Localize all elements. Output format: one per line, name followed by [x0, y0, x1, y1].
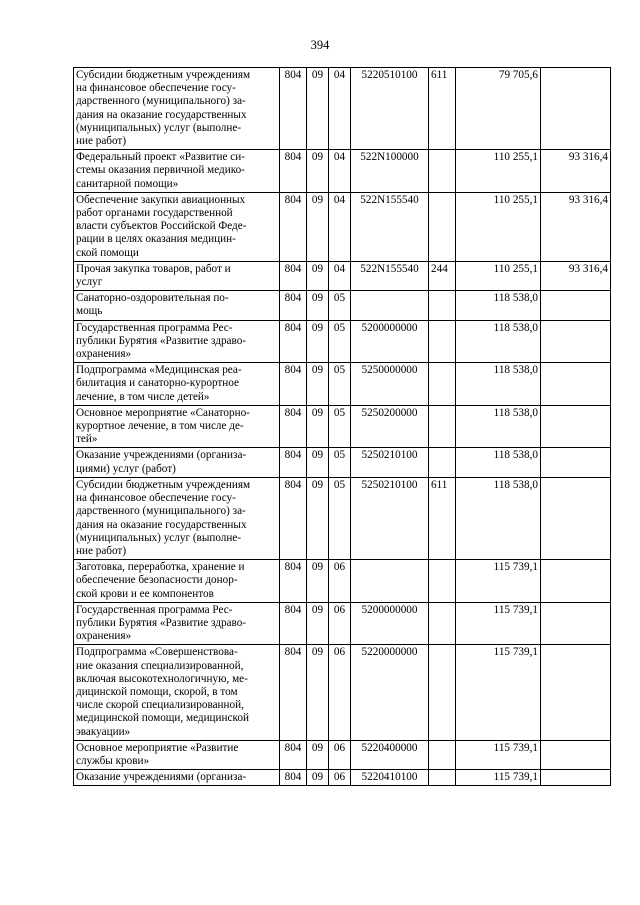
federal-amount-cell	[541, 560, 611, 603]
ministry-code-cell	[280, 405, 307, 448]
federal-amount-cell	[541, 770, 611, 786]
expense-name-cell	[74, 320, 280, 363]
expense-name-cell	[74, 645, 280, 740]
amount-cell	[456, 448, 541, 477]
expense-name-cell	[74, 68, 280, 150]
section-code-cell	[307, 645, 329, 740]
expense-name-cell	[74, 363, 280, 406]
target-article-text: 5250210100	[361, 449, 418, 462]
amount-text: 110 255,1	[493, 193, 538, 206]
expense-type-cell	[429, 645, 456, 740]
ministry-code-text: 804	[284, 741, 302, 754]
expense-type-cell	[429, 448, 456, 477]
ministry-code-cell	[280, 770, 307, 786]
federal-amount-cell	[541, 291, 611, 320]
amount-cell	[456, 363, 541, 406]
section-code-cell	[307, 740, 329, 769]
expense-name-text: Оказание учреждениями (организа- циями) услуг (работ)	[76, 449, 247, 475]
expense-type-cell	[429, 560, 456, 603]
expense-name-text: Санаторно-оздоровительная по- мощь	[76, 292, 229, 318]
federal-amount-cell	[541, 405, 611, 448]
amount-text: 118 538,0	[493, 364, 538, 377]
target-article-text: 5220410100	[361, 771, 418, 784]
target-article-cell	[351, 68, 429, 150]
section-code-cell	[307, 291, 329, 320]
target-article-cell	[351, 405, 429, 448]
subsection-code-cell	[329, 363, 351, 406]
table-row	[74, 68, 611, 150]
ministry-code-text: 804	[284, 406, 302, 419]
subsection-code-cell	[329, 477, 351, 559]
ministry-code-text: 804	[284, 69, 302, 81]
section-code-cell	[307, 192, 329, 261]
expense-name-cell	[74, 150, 280, 193]
expense-type-cell	[429, 477, 456, 559]
ministry-code-text: 804	[284, 561, 302, 574]
ministry-code-text: 804	[284, 151, 302, 164]
section-code-text: 09	[311, 262, 324, 275]
expense-name-cell	[74, 477, 280, 559]
ministry-code-text: 804	[284, 646, 302, 659]
federal-amount-cell	[541, 477, 611, 559]
ministry-code-cell	[280, 320, 307, 363]
page-number: 394	[310, 38, 330, 52]
amount-cell	[456, 405, 541, 448]
amount-cell	[456, 192, 541, 261]
table-row	[74, 405, 611, 448]
section-code-text: 09	[311, 69, 324, 81]
expense-name-text: Заготовка, переработка, хранение и обеспечение безопасности донор- ской крови и ее компонентов	[76, 561, 245, 600]
expense-type-cell	[429, 770, 456, 786]
target-article-text: 5200000000	[361, 603, 418, 616]
amount-text: 79 705,6	[498, 69, 538, 81]
expense-type-cell	[429, 363, 456, 406]
expense-name-cell	[74, 291, 280, 320]
expense-type-cell	[429, 320, 456, 363]
federal-amount-cell	[541, 448, 611, 477]
subsection-code-text: 06	[333, 561, 346, 574]
amount-cell	[456, 645, 541, 740]
amount-text: 115 739,1	[493, 771, 538, 784]
ministry-code-cell	[280, 560, 307, 603]
section-code-cell	[307, 477, 329, 559]
section-code-text: 09	[311, 406, 324, 419]
subsection-code-cell	[329, 291, 351, 320]
expense-name-cell	[74, 192, 280, 261]
section-code-text: 09	[311, 478, 324, 491]
subsection-code-text: 05	[333, 478, 346, 491]
federal-amount-cell	[541, 261, 611, 290]
ministry-code-text: 804	[284, 364, 302, 377]
federal-amount-cell	[541, 320, 611, 363]
subsection-code-text: 04	[333, 69, 346, 81]
amount-text: 115 739,1	[493, 741, 538, 754]
subsection-code-cell	[329, 740, 351, 769]
expense-type-cell	[429, 291, 456, 320]
subsection-code-text: 05	[333, 449, 346, 462]
federal-amount-cell	[541, 68, 611, 150]
target-article-cell	[351, 740, 429, 769]
target-article-cell	[351, 770, 429, 786]
expense-name-cell	[74, 261, 280, 290]
expense-type-cell	[429, 192, 456, 261]
target-article-text: 5200000000	[361, 321, 418, 334]
section-code-text: 09	[311, 364, 324, 377]
expense-name-text: Обеспечение закупки авиационных работ органами государственной власти субъектов Российской Феде- рации в целях оказания медицин- ской помощи	[76, 193, 247, 259]
ministry-code-cell	[280, 477, 307, 559]
target-article-cell	[351, 448, 429, 477]
ministry-code-text: 804	[284, 603, 302, 616]
section-code-cell	[307, 363, 329, 406]
amount-cell	[456, 261, 541, 290]
subsection-code-cell	[329, 645, 351, 740]
ministry-code-cell	[280, 150, 307, 193]
expense-name-cell	[74, 602, 280, 645]
target-article-text: 522N155540	[360, 262, 419, 275]
table-row	[74, 740, 611, 769]
section-code-cell	[307, 770, 329, 786]
target-article-cell	[351, 602, 429, 645]
subsection-code-text: 06	[333, 771, 346, 784]
section-code-text: 09	[311, 646, 324, 659]
section-code-text: 09	[311, 321, 324, 334]
federal-amount-cell	[541, 602, 611, 645]
amount-text: 118 538,0	[493, 406, 538, 419]
amount-text: 110 255,1	[493, 151, 538, 164]
ministry-code-text: 804	[284, 478, 302, 491]
section-code-cell	[307, 150, 329, 193]
subsection-code-cell	[329, 405, 351, 448]
table-row	[74, 363, 611, 406]
target-article-text: 5220510100	[361, 69, 418, 81]
section-code-text: 09	[311, 561, 324, 574]
table-row	[74, 261, 611, 290]
expense-name-text: Субсидии бюджетным учреждениям на финансовое обеспечение госу- дарственного (муниципального) за- дания на оказание государственных (муниципальных) услуг (выполне- ние работ)	[76, 69, 251, 148]
amount-cell	[456, 68, 541, 150]
section-code-cell	[307, 560, 329, 603]
budget-table	[73, 67, 611, 786]
federal-amount-text: 93 316,4	[568, 262, 608, 275]
section-code-text: 09	[311, 193, 324, 206]
expense-name-text: Государственная программа Рес- публики Бурятия «Развитие здраво- охранения»	[76, 603, 247, 643]
amount-text: 118 538,0	[493, 292, 538, 305]
target-article-cell	[351, 560, 429, 603]
section-code-cell	[307, 261, 329, 290]
federal-amount-cell	[541, 363, 611, 406]
subsection-code-text: 05	[333, 406, 346, 419]
table-row	[74, 291, 611, 320]
federal-amount-text: 93 316,4	[568, 193, 608, 206]
target-article-text: 5250000000	[361, 364, 418, 377]
section-code-text: 09	[311, 292, 324, 305]
subsection-code-text: 05	[333, 321, 346, 334]
target-article-cell	[351, 150, 429, 193]
table-row	[74, 448, 611, 477]
subsection-code-text: 06	[333, 741, 346, 754]
expense-name-text: Подпрограмма «Медицинская реа- билитация и санаторно-курортное лечение, в том числе детей»	[76, 364, 242, 403]
ministry-code-cell	[280, 448, 307, 477]
subsection-code-text: 04	[333, 151, 346, 164]
expense-type-cell	[429, 261, 456, 290]
ministry-code-text: 804	[284, 292, 302, 305]
expense-name-text: Оказание учреждениями (организа-	[76, 771, 247, 784]
section-code-cell	[307, 320, 329, 363]
ministry-code-text: 804	[284, 771, 302, 784]
target-article-cell	[351, 192, 429, 261]
subsection-code-text: 04	[333, 262, 346, 275]
amount-cell	[456, 770, 541, 786]
table-row	[74, 320, 611, 363]
amount-text: 118 538,0	[493, 321, 538, 334]
amount-cell	[456, 291, 541, 320]
subsection-code-cell	[329, 448, 351, 477]
expense-type-cell	[429, 68, 456, 150]
ministry-code-cell	[280, 68, 307, 150]
ministry-code-text: 804	[284, 321, 302, 334]
budget-table-body	[74, 68, 611, 786]
subsection-code-text: 05	[333, 292, 346, 305]
section-code-text: 09	[311, 771, 324, 784]
amount-text: 115 739,1	[493, 561, 538, 574]
expense-name-text: Федеральный проект «Развитие си- стемы оказания первичной медико- санитарной помощи»	[76, 151, 245, 190]
subsection-code-cell	[329, 770, 351, 786]
amount-cell	[456, 477, 541, 559]
section-code-cell	[307, 602, 329, 645]
target-article-cell	[351, 291, 429, 320]
subsection-code-cell	[329, 261, 351, 290]
target-article-text: 5250210100	[361, 478, 418, 491]
expense-type-cell	[429, 740, 456, 769]
section-code-text: 09	[311, 151, 324, 164]
table-row	[74, 150, 611, 193]
subsection-code-text: 06	[333, 646, 346, 659]
amount-cell	[456, 740, 541, 769]
expense-type-cell	[429, 405, 456, 448]
target-article-cell	[351, 261, 429, 290]
federal-amount-text: 93 316,4	[568, 151, 608, 164]
ministry-code-cell	[280, 602, 307, 645]
table-row	[74, 770, 611, 786]
federal-amount-cell	[541, 645, 611, 740]
section-code-text: 09	[311, 741, 324, 754]
target-article-cell	[351, 320, 429, 363]
expense-name-cell	[74, 770, 280, 786]
target-article-text: 5220000000	[361, 646, 418, 659]
target-article-text: 5250200000	[361, 406, 418, 419]
amount-text: 118 538,0	[493, 478, 538, 491]
expense-name-text: Основное мероприятие «Санаторно- курортное лечение, в том числе де- тей»	[76, 406, 250, 446]
expense-name-text: Прочая закупка товаров, работ и услуг	[76, 262, 231, 289]
section-code-text: 09	[311, 603, 324, 616]
table-row	[74, 645, 611, 740]
table-row	[74, 560, 611, 603]
expense-name-text: Государственная программа Рес- публики Бурятия «Развитие здраво- охранения»	[76, 321, 247, 361]
expense-name-cell	[74, 560, 280, 603]
expense-type-cell	[429, 602, 456, 645]
federal-amount-cell	[541, 150, 611, 193]
subsection-code-text: 04	[333, 193, 346, 206]
expense-type-text: 611	[431, 69, 448, 81]
expense-type-text: 611	[431, 478, 448, 491]
expense-name-text: Основное мероприятие «Развитие службы крови»	[76, 741, 239, 767]
target-article-cell	[351, 363, 429, 406]
subsection-code-cell	[329, 602, 351, 645]
ministry-code-cell	[280, 363, 307, 406]
section-code-cell	[307, 405, 329, 448]
amount-cell	[456, 560, 541, 603]
section-code-cell	[307, 448, 329, 477]
amount-cell	[456, 602, 541, 645]
ministry-code-text: 804	[284, 449, 302, 462]
amount-text: 118 538,0	[493, 449, 538, 462]
expense-name-text: Подпрограмма «Совершенствова- ние оказания специализированной, включая высокотехнологичную, ме- дицинской помощи, скорой, в том числе скорой специализированной, медицинской помощи, медицинской эвакуации»	[76, 646, 249, 738]
expense-name-cell	[74, 740, 280, 769]
subsection-code-text: 06	[333, 603, 346, 616]
ministry-code-text: 804	[284, 193, 302, 206]
amount-cell	[456, 320, 541, 363]
amount-cell	[456, 150, 541, 193]
table-row	[74, 602, 611, 645]
expense-type-cell	[429, 150, 456, 193]
expense-type-text: 244	[431, 262, 448, 275]
ministry-code-text: 804	[284, 262, 302, 275]
federal-amount-cell	[541, 192, 611, 261]
subsection-code-cell	[329, 560, 351, 603]
expense-name-cell	[74, 448, 280, 477]
amount-text: 115 739,1	[493, 646, 538, 659]
target-article-cell	[351, 477, 429, 559]
table-row	[74, 477, 611, 559]
target-article-cell	[351, 645, 429, 740]
target-article-text: 522N100000	[360, 151, 419, 164]
subsection-code-cell	[329, 320, 351, 363]
table-row	[74, 192, 611, 261]
ministry-code-cell	[280, 645, 307, 740]
target-article-text: 5220400000	[361, 741, 418, 754]
subsection-code-cell	[329, 68, 351, 150]
target-article-text: 522N155540	[360, 193, 419, 206]
amount-text: 110 255,1	[493, 262, 538, 275]
ministry-code-cell	[280, 192, 307, 261]
section-code-cell	[307, 68, 329, 150]
expense-name-cell	[74, 405, 280, 448]
amount-text: 115 739,1	[493, 603, 538, 616]
ministry-code-cell	[280, 740, 307, 769]
subsection-code-text: 05	[333, 364, 346, 377]
subsection-code-cell	[329, 192, 351, 261]
subsection-code-cell	[329, 150, 351, 193]
section-code-text: 09	[311, 449, 324, 462]
ministry-code-cell	[280, 291, 307, 320]
ministry-code-cell	[280, 261, 307, 290]
federal-amount-cell	[541, 740, 611, 769]
expense-name-text: Субсидии бюджетным учреждениям на финансовое обеспечение госу- дарственного (муниципального) за- дания на оказание государственных (муниципальных) услуг (выполне- ние работ)	[76, 478, 251, 557]
